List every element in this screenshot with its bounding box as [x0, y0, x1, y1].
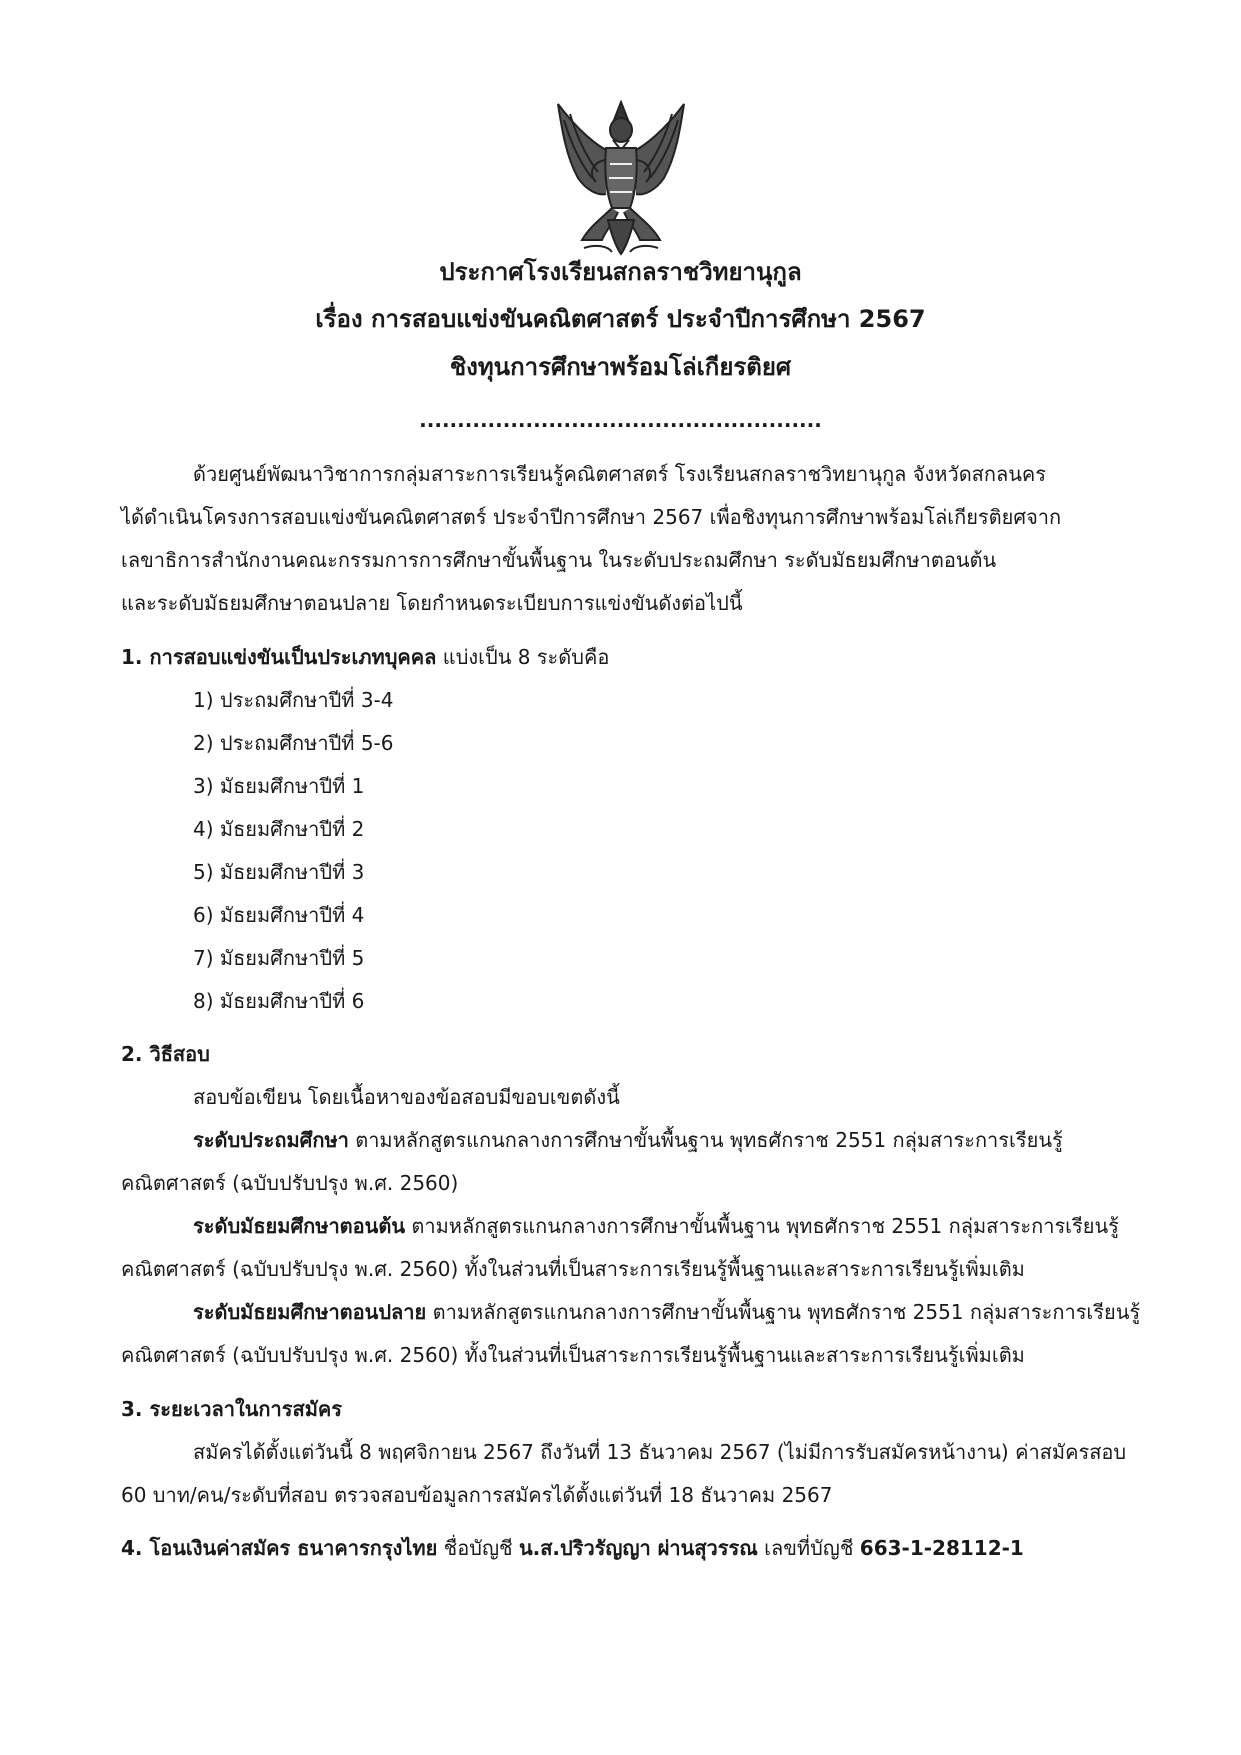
intro-line-2: ได้ดำเนินโครงการสอบแข่งขันคณิตศาสตร์ ประจำปีการศึกษา 2567 เพื่อชิงทุนการศึกษาพร้อมโล่เกียรติยศจาก [121, 505, 1062, 529]
section1-heading: 1. การสอบแข่งขันเป็นประเภทบุคคล [121, 645, 437, 669]
upper-secondary-text-2: คณิตศาสตร์ (ฉบับปรับปรุง พ.ศ. 2560) ทั้งในส่วนที่เป็นสาระการเรียนรู้พื้นฐานและสาระการเรียนรู้เพิ่มเติม [121, 1343, 1025, 1367]
level-item: 4) มัธยมศึกษาปีที่ 2 [193, 817, 365, 841]
lower-secondary-row [193, 1210, 1119, 1242]
primary-level-label: ระดับประถมศึกษา [193, 1128, 349, 1152]
announcement-subtitle: ชิงทุนการศึกษาพร้อมโล่เกียรติยศ [449, 353, 792, 381]
level-item: 3) มัธยมศึกษาปีที่ 1 [193, 774, 365, 798]
section2-heading: 2. วิธีสอบ [121, 1042, 210, 1066]
account-name-label: ชื่อบัญชี [437, 1536, 519, 1560]
lower-secondary-text: ตามหลักสูตรแกนกลางการศึกษาขั้นพื้นฐาน พุทธศักราช 2551 กลุ่มสาระการเรียนรู้ [405, 1214, 1119, 1238]
account-number: 663-1-28112-1 [859, 1536, 1024, 1560]
level-item: 5) มัธยมศึกษาปีที่ 3 [193, 860, 365, 884]
application-period-line-2: 60 บาท/คน/ระดับที่สอบ ตรวจสอบข้อมูลการสมัครได้ตั้งแต่วันที่ 18 ธันวาคม 2567 [121, 1483, 833, 1507]
primary-level-text-2: คณิตศาสตร์ (ฉบับปรับปรุง พ.ศ. 2560) [121, 1171, 459, 1195]
level-item: 8) มัธยมศึกษาปีที่ 6 [193, 989, 365, 1013]
upper-secondary-label: ระดับมัธยมศึกษาตอนปลาย [193, 1300, 427, 1324]
lower-secondary-label: ระดับมัธยมศึกษาตอนต้น [193, 1214, 406, 1238]
lower-secondary-text-2: คณิตศาสตร์ (ฉบับปรับปรุง พ.ศ. 2560) ทั้งในส่วนที่เป็นสาระการเรียนรู้พื้นฐานและสาระการเรียนรู้เพิ่มเติม [121, 1257, 1025, 1281]
section3-heading: 3. ระยะเวลาในการสมัคร [121, 1397, 343, 1421]
primary-level-text: ตามหลักสูตรแกนกลางการศึกษาขั้นพื้นฐาน พุทธศักราช 2551 กลุ่มสาระการเรียนรู้ [348, 1128, 1063, 1152]
level-item: 6) มัธยมศึกษาปีที่ 4 [193, 903, 365, 927]
section4-row [121, 1532, 1024, 1564]
application-period-line-1: สมัครได้ตั้งแต่วันนี้ 8 พฤศจิกายน 2567 ถึงวันที่ 13 ธันวาคม 2567 (ไม่มีการรับสมัครหน้างาน) ค่าสมัครสอบ [193, 1440, 1127, 1464]
garuda-emblem-icon [548, 100, 694, 256]
section1-heading-row [121, 641, 609, 673]
level-item: 1) ประถมศึกษาปีที่ 3-4 [193, 688, 394, 712]
section2-lead: สอบข้อเขียน โดยเนื้อหาของข้อสอบมีขอบเขตดังนี้ [193, 1085, 620, 1109]
upper-secondary-text: ตามหลักสูตรแกนกลางการศึกษาขั้นพื้นฐาน พุทธศักราช 2551 กลุ่มสาระการเรียนรู้ [426, 1300, 1141, 1324]
account-name: น.ส.ปริวรัญญา ผ่านสุวรรณ [518, 1536, 758, 1560]
level-item: 7) มัธยมศึกษาปีที่ 5 [193, 946, 365, 970]
intro-line-4: และระดับมัธยมศึกษาตอนปลาย โดยกำหนดระเบียบการแข่งขันดังต่อไปนี้ [121, 591, 743, 615]
announcement-subject: เรื่อง การสอบแข่งขันคณิตศาสตร์ ประจำปีการศึกษา 2567 [315, 305, 926, 333]
title-separator: ..................................................... [419, 408, 822, 432]
account-number-label: เลขที่บัญชี [757, 1536, 860, 1560]
primary-level-row [193, 1124, 1063, 1156]
section1-heading-tail: แบ่งเป็น 8 ระดับคือ [436, 645, 610, 669]
intro-line-1: ด้วยศูนย์พัฒนาวิชาการกลุ่มสาระการเรียนรู้คณิตศาสตร์ โรงเรียนสกลราชวิทยานุกูล จังหวัดสกลนคร [193, 462, 1047, 486]
intro-line-3: เลขาธิการสำนักงานคณะกรรมการการศึกษาขั้นพื้นฐาน ในระดับประถมศึกษา ระดับมัธยมศึกษาตอนต้น [121, 548, 997, 572]
level-item: 2) ประถมศึกษาปีที่ 5-6 [193, 731, 394, 755]
announcement-title: ประกาศโรงเรียนสกลราชวิทยานุกูล [439, 258, 802, 286]
upper-secondary-row [193, 1296, 1140, 1328]
section4-heading: 4. โอนเงินค่าสมัคร ธนาคารกรุงไทย [121, 1536, 438, 1560]
